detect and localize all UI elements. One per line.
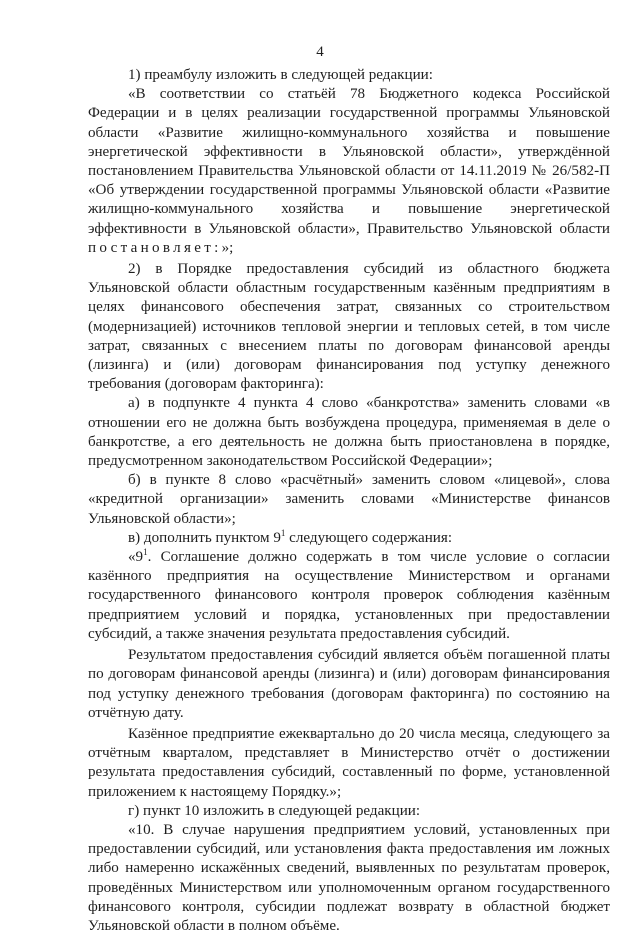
resolves-word: постановляет:: [88, 239, 222, 256]
item-v-superscript: 1: [280, 527, 286, 538]
paragraph-clause-10: «10. В случае нарушения предприятием условий, установленных при предоставлении субсидий, или установления факта предоставления им ложных либо намеренно искажённых сведений, выявленных по результатам проверок, проведённых Министерством или уполномоченным органом государственного финансового контроля, субсидии подлежат возврату в областной бюджет Ульяновской области в полном объёме.: [88, 821, 610, 934]
paragraph-result: Результатом предоставления субсидий является объём погашенной платы по договорам финансовой аренды (лизинга) и (или) договорам финансирования под уступку денежного требования (договорам факторинга) по состоянию на отчётную дату.: [88, 647, 610, 721]
clause-9-text: . Соглашение должно содержать в том числе условие о согласии казённого предприятия на осуществление Министерством и органами государственного финансового контроля проверок соблюдения казённым предприятием условий и порядка, установленных при предоставлении субсидий, а также значения результата предоставления субсидий.: [88, 549, 610, 642]
preamble-text: «В соответствии со статьёй 78 Бюджетного кодекса Российской Федерации и в целях реализации государственной программы Ульяновской области «Развитие жилищно-коммунального хозяйства и повышение энергетической эффективности в Ульяновской области», утверждённой постановлением Правительства Ульяновской области от 14.11.2019 № 26/582-П «Об утверждении государственной программы Ульяновской области «Развитие жилищно-коммунального хозяйства и повышение энергетической эффективности в Ульяновской области», Правительство Ульяновской области: [88, 86, 610, 237]
item-v-text: в) дополнить пунктом 9: [128, 529, 281, 546]
page-number: 4: [316, 44, 324, 60]
paragraph-item-v: [88, 529, 610, 548]
document-body: [88, 66, 610, 936]
paragraph-preamble-text: [88, 85, 610, 258]
paragraph-item-b: б) в пункте 8 слово «расчётный» заменить словом «лицевой», слова «кредитной организации» заменить словами «Министерстве финансов Ульяновской области»;: [88, 472, 610, 527]
paragraph-procedure: 2) в Порядке предоставления субсидий из областного бюджета Ульяновской области областным государственным казённым предприятиям в целях финансового обеспечения затрат, связанных со строительством (модернизацией) источников тепловой энергии и тепловых сетей, в том числе затрат, связанных с внесением платы по договорам финансовой аренды (лизинга) и (или) договорам финансирования под уступку денежного требования (договорам факторинга):: [88, 261, 610, 393]
clause-9-superscript: 1: [143, 547, 148, 558]
paragraph-item-g: г) пункт 10 изложить в следующей редакции:: [128, 802, 421, 819]
item-v-text-end: следующего содержания:: [285, 529, 453, 546]
paragraph-item-a: а) в подпункте 4 пункта 4 слово «банкротства» заменить словами «в отношении его не должна быть возбуждена процедура, применяемая в деле о банкротстве, а его деятельность не должна быть приостановлена в порядке, предусмотренном законодательством Российской Федерации»;: [88, 395, 610, 470]
preamble-end: »;: [221, 239, 234, 256]
paragraph-preamble-heading: 1) преамбулу изложить в следующей редакции:: [128, 67, 433, 83]
clause-9-number: «9: [128, 549, 144, 566]
paragraph-clause-9-1: [88, 548, 610, 644]
paragraph-report: Казённое предприятие ежеквартально до 20 числа месяца, следующего за отчётным кварталом, представляет в Министерство отчёт о достижении результата предоставления субсидий, составленный по форме, установленной приложением к настоящему Порядку.»;: [88, 725, 610, 800]
